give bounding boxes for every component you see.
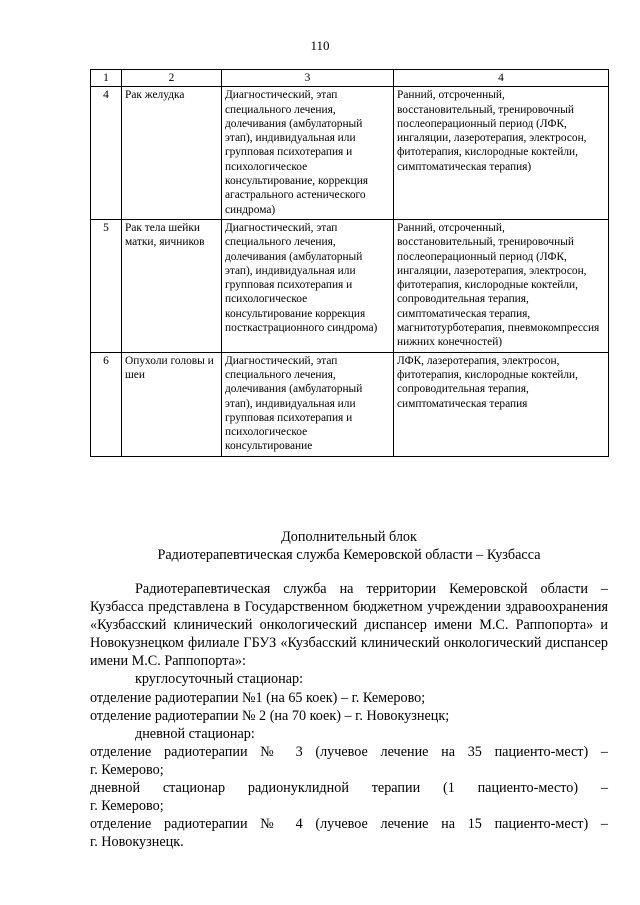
dept4-city: г. Новокузнецк. (90, 834, 184, 851)
dept3-line: отделение радиотерапии № 3 (лучевое лечение на 35 пациенто-мест) – (90, 743, 608, 760)
dept3-city: г. Кемерово; (90, 761, 164, 778)
body-text (90, 580, 608, 851)
row-number: 6 (91, 352, 122, 456)
table-header-cell: 3 (222, 70, 394, 87)
table-header-cell: 2 (122, 70, 222, 87)
radionuclide-line: дневной стационар радионуклидной терапии (1 пациенто-место) – (90, 780, 608, 797)
dept4-line: отделение радиотерапии № 4 (лучевое лечение на 15 пациенто-мест) – (90, 816, 608, 833)
day-stationary-heading: дневной стационар: (135, 725, 255, 742)
intro-paragraph: Радиотерапевтическая служба на территории Кемеровской области – Кузбасса представлена в Государственном бюджетном учреждении здравоохранения «Кузбасский клинический онкологический диспансер имени М.С. Раппопорта» и Новокузнецком филиале ГБУЗ «Кузбасский клинический онкологический диспансер имени М.С. Раппопорта»: (90, 581, 608, 670)
round-clock-heading: круглосуточный стационар: (135, 671, 304, 688)
stage-cell: Диагностический, этап специального лечения, долечивания (амбулаторный этап), индивидуальная или групповая психотерапия и психологическое консультирование, коррекция агастрального астенического синдрома) (222, 87, 394, 220)
dept2-line: отделение радиотерапии № 2 (на 70 коек) – г. Новокузнецк; (90, 707, 450, 724)
period-cell: ЛФК, лазеротерапия, электросон, фитотерапия, кислородные коктейли, сопроводительная терапия, симптоматическая терапия (394, 352, 609, 456)
table-header-cell: 4 (394, 70, 609, 87)
period-cell: Ранний, отсроченный, восстановительный, тренировочный послеоперационный период (ЛФК, ингаляции, лазеротерапия, электросон, фитотерапия, кислородные коктейли, симптоматическая терапия) (394, 87, 609, 220)
rehabilitation-table (90, 69, 609, 457)
disease-cell: Рак желудка (122, 87, 222, 220)
page-number: 110 (310, 38, 330, 53)
table-row (91, 87, 609, 220)
stage-cell: Диагностический, этап специального лечения, долечивания (амбулаторный этап), индивидуальная или групповая психотерапия и психологическое консультирование (222, 352, 394, 456)
table-header-row (91, 70, 609, 87)
dept1-line: отделение радиотерапии №1 (на 65 коек) – г. Кемерово; (90, 689, 426, 706)
table-header-cell: 1 (91, 70, 122, 87)
section-title-service: Радиотерапевтическая служба Кемеровской области – Кузбасса (157, 547, 541, 563)
table-row (91, 352, 609, 456)
period-cell: Ранний, отсроченный, восстановительный, тренировочный послеоперационный период (ЛФК, ингаляции, лазеротерапия, электросон, фитотерапия, кислородные коктейли, сопроводительная терапия, симптоматическая терапия, магнитотурботерапия, пневмокомпрессия нижних конечностей) (394, 219, 609, 352)
row-number: 5 (91, 219, 122, 352)
stage-cell: Диагностический, этап специального лечения, долечивания (амбулаторный этап), индивидуальная или групповая психотерапия и психологическое консультирование коррекция посткастрационного синдрома) (222, 219, 394, 352)
disease-cell: Опухоли головы и шеи (122, 352, 222, 456)
radionuclide-city: г. Кемерово; (90, 798, 164, 815)
disease-cell: Рак тела шейки матки, яичников (122, 219, 222, 352)
table-row (91, 219, 609, 352)
row-number: 4 (91, 87, 122, 220)
section-title-block: Дополнительный блок (281, 529, 417, 545)
